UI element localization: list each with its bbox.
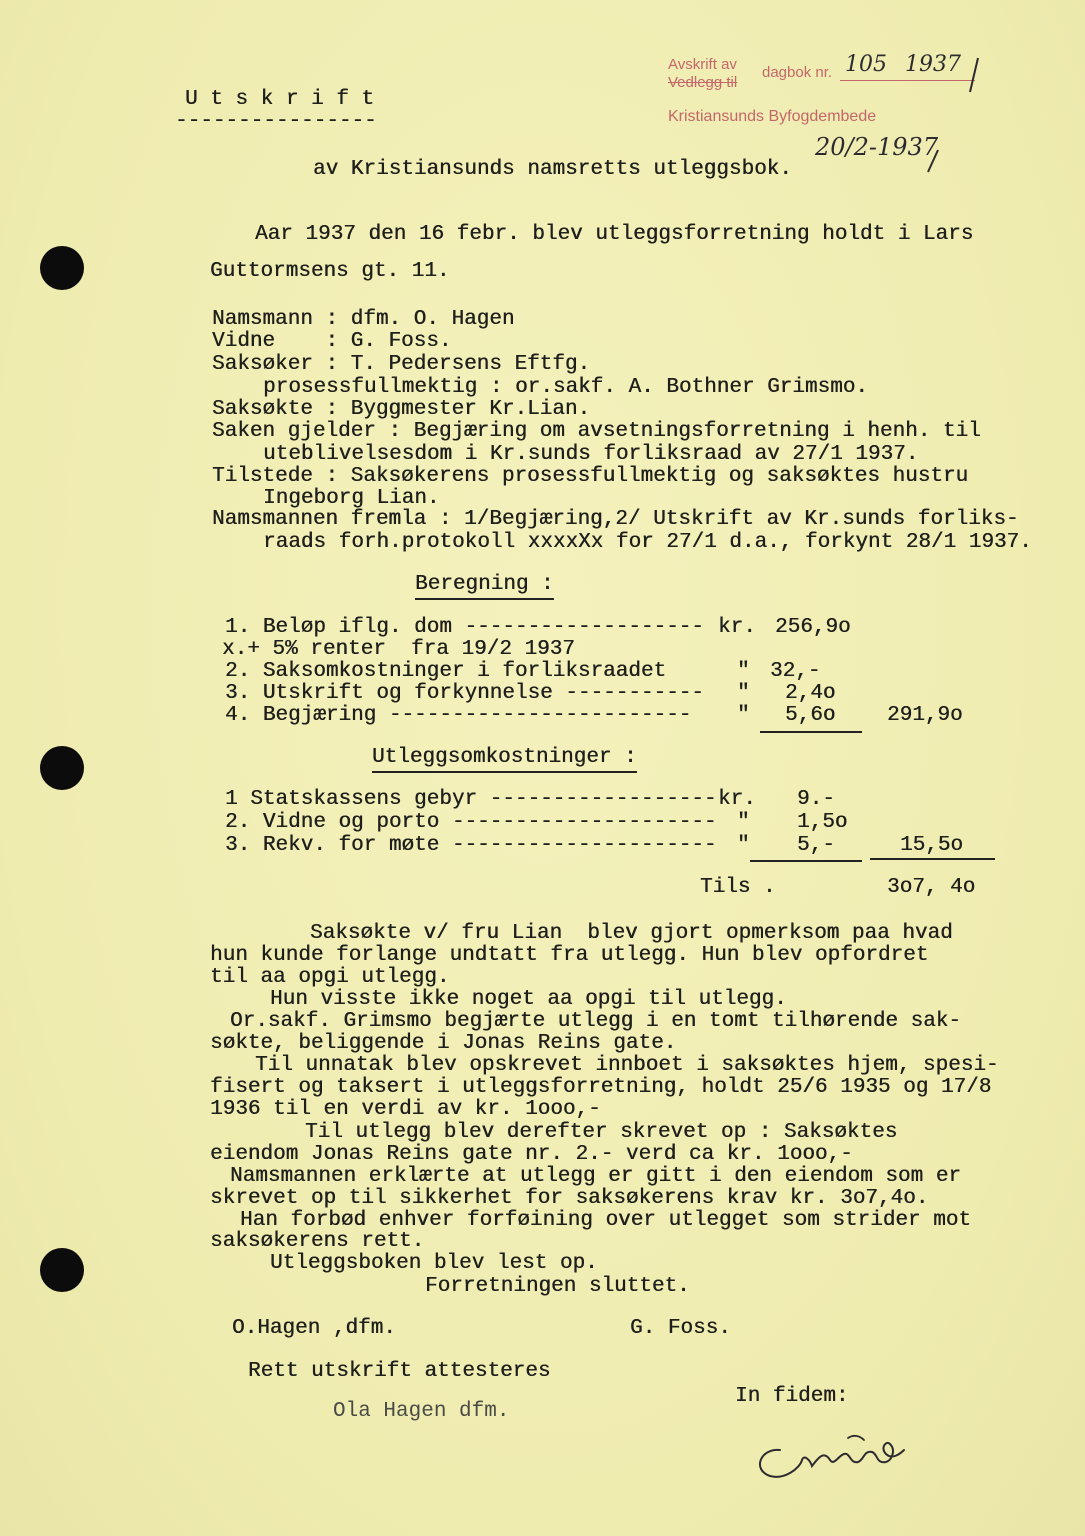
subtotal-rule <box>750 860 862 862</box>
utlegg-label: 1 Statskassens gebyr ------------------ <box>225 788 717 811</box>
body-line: Til unnatak blev opskrevet innboet i saksøktes hjem, spesi- <box>255 1054 999 1077</box>
beregning-amount: 5,6o <box>785 704 836 727</box>
punch-hole <box>40 1248 84 1292</box>
body-line: Utleggsboken blev lest op. <box>270 1252 598 1275</box>
beregning-amount: 2,4o <box>785 682 836 705</box>
party-line: Ingeborg Lian. <box>263 487 440 510</box>
stamp-year: 1937 <box>905 52 961 77</box>
party-line: Tilstede : Saksøkerens prosessfullmektig og saksøktes hustru <box>212 465 969 488</box>
body-line: til aa opgi utlegg. <box>210 966 450 989</box>
beregning-mark: " <box>737 682 750 705</box>
utlegg-mark: " <box>737 834 750 857</box>
body-line: saksøkerens rett. <box>210 1230 425 1253</box>
party-line: raads forh.protokoll xxxxXx for 27/1 d.a., forkynt 28/1 1937. <box>263 531 1032 554</box>
signature-right: G. Foss. <box>630 1317 731 1340</box>
total-rule <box>870 858 995 860</box>
party-line: Namsmann : dfm. O. Hagen <box>212 308 515 331</box>
body-line: fisert og taksert i utleggsforretning, holdt 25/6 1935 og 17/8 <box>210 1076 992 1099</box>
subtotal-rule <box>760 731 862 733</box>
beregning-label: x.+ 5% renter fra 19/2 1937 <box>222 638 575 661</box>
party-line: Vidne : G. Foss. <box>212 330 452 353</box>
beregning-mark: kr. <box>718 616 756 639</box>
utlegg-label: 3. Rekv. for møte --------------------- <box>225 834 717 857</box>
beregning-total: 291,9o <box>887 704 963 727</box>
signature-left: O.Hagen ,dfm. <box>232 1317 396 1340</box>
body-line: skrevet op til sikkerhet for saksøkerens krav kr. 3o7,4o. <box>210 1187 929 1210</box>
punch-hole <box>40 246 84 290</box>
beregning-label: 3. Utskrift og forkynnelse ----------- <box>225 682 704 705</box>
stamp-office: Kristiansunds Byfogdembede <box>668 108 877 125</box>
party-line: prosessfullmektig : or.sakf. A. Bothner Grimsmo. <box>263 376 868 399</box>
beregning-amount: 256,9o <box>775 616 851 639</box>
body-line: Hun visste ikke noget aa opgi til utlegg. <box>270 988 787 1011</box>
beregning-mark: " <box>737 660 750 683</box>
body-line: hun kunde forlange undtatt fra utlegg. Hun blev opfordret <box>210 944 929 967</box>
party-line: Saksøkte : Byggmester Kr.Lian. <box>212 398 591 421</box>
beregning-label: 2. Saksomkostninger i forliksraadet <box>225 660 667 683</box>
punch-hole <box>40 746 84 790</box>
party-line: Namsmannen fremla : 1/Begjæring,2/ Utskrift av Kr.sunds forliks- <box>212 508 1019 531</box>
utlegg-heading: Utleggsomkostninger : <box>372 746 637 773</box>
beregning-amount: 32,- <box>770 660 821 683</box>
stamp-handwritten-date: 20/2-1937 <box>815 133 939 161</box>
document-title: U t s k r i f t <box>185 88 375 111</box>
beregning-label: 4. Begjæring ------------------------ <box>225 704 692 727</box>
utlegg-amount: 5,- <box>797 834 835 857</box>
body-line: Han forbød enhver forføining over utlegget som strider mot <box>240 1209 971 1232</box>
stamp-line2: Vedlegg til <box>668 74 738 91</box>
beregning-label: 1. Beløp iflg. dom ------------------- <box>225 616 704 639</box>
party-line: uteblivelsesdom i Kr.sunds forliksraad av 27/1 1937. <box>263 443 919 466</box>
body-line: Til utlegg blev derefter skrevet op : Saksøktes <box>305 1121 898 1144</box>
body-line: eiendom Jonas Reins gate nr. 2.- verd ca kr. 1ooo,- <box>210 1143 853 1166</box>
utlegg-mark: kr. <box>718 788 756 811</box>
in-fidem-label: In fidem: <box>735 1385 849 1408</box>
handwritten-signature <box>740 1420 920 1490</box>
beregning-heading: Beregning : <box>415 573 554 600</box>
sum-value: 3o7, 4o <box>887 876 976 899</box>
sum-label: Tils . <box>700 876 776 899</box>
stamp-dagbok-number: 105 <box>845 52 887 77</box>
title-rule: ---------------- <box>175 110 377 133</box>
body-line: 1936 til en verdi av kr. 1ooo,- <box>210 1098 601 1121</box>
stamp-line1: Avskrift av <box>668 56 737 73</box>
utlegg-amount: 1,5o <box>797 811 848 834</box>
body-line: Forretningen sluttet. <box>425 1275 690 1298</box>
intro-line: Guttormsens gt. 11. <box>210 260 450 283</box>
body-line: Saksøkte v/ fru Lian blev gjort opmerksom paa hvad <box>310 922 953 945</box>
party-line: Saksøker : T. Pedersens Eftfg. <box>212 353 591 376</box>
utlegg-label: 2. Vidne og porto --------------------- <box>225 811 717 834</box>
attest-signer: Ola Hagen dfm. <box>333 1400 510 1423</box>
body-line: søkte, beliggende i Jonas Reins gate. <box>210 1032 677 1055</box>
utlegg-amount: 9.- <box>797 788 835 811</box>
stamp-dagbok-label: dagbok nr. <box>762 64 833 81</box>
document-subtitle: av Kristiansunds namsretts utleggsbok. <box>313 158 792 181</box>
beregning-mark: " <box>737 704 750 727</box>
utlegg-mark: " <box>737 811 750 834</box>
intro-line: Aar 1937 den 16 febr. blev utleggsforretning holdt i Lars <box>255 223 974 246</box>
attest-line: Rett utskrift attesteres <box>248 1360 551 1383</box>
utlegg-total: 15,5o <box>900 834 964 857</box>
party-line: Saken gjelder : Begjæring om avsetningsforretning i henh. til <box>212 420 981 443</box>
body-line: Or.sakf. Grimsmo begjærte utlegg i en tomt tilhørende sak- <box>230 1010 961 1033</box>
body-line: Namsmannen erklærte at utlegg er gitt i den eiendom som er <box>230 1165 961 1188</box>
